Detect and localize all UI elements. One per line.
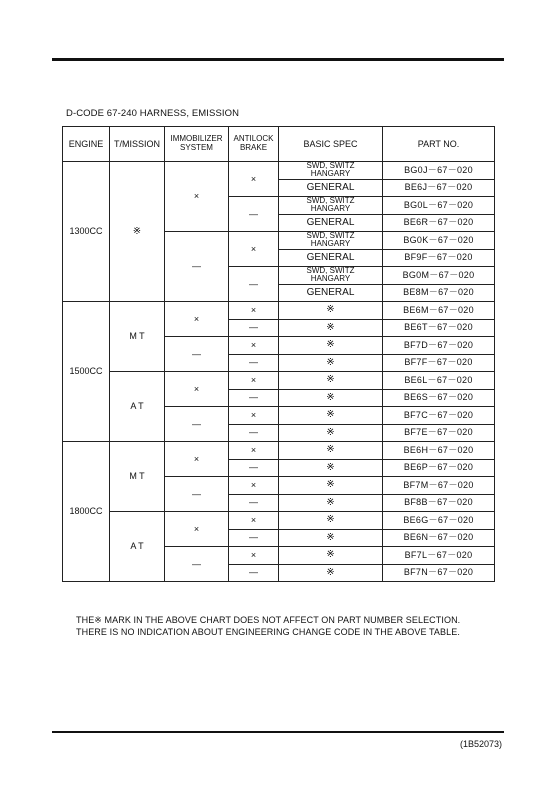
immobilizer-cell: ×: [165, 162, 229, 232]
antilock-cell: —: [229, 494, 279, 512]
basic-spec-cell: GENERAL: [279, 214, 383, 232]
basic-spec-cell: ※: [279, 477, 383, 495]
part-number-cell: BE6S－67－020: [383, 389, 495, 407]
table-row: [63, 372, 495, 390]
basic-spec-cell: GENERAL: [279, 249, 383, 267]
basic-spec-cell: SWD, SWITZ HANGARY: [279, 162, 383, 180]
table-row: [63, 512, 495, 530]
basic-spec-cell: ※: [279, 407, 383, 425]
part-number-cell: BF7F－67－020: [383, 354, 495, 372]
part-number-cell: BE6R－67－020: [383, 214, 495, 232]
part-number-cell: BF7L－67－020: [383, 547, 495, 565]
transmission-cell: M T: [110, 442, 165, 512]
antilock-cell: —: [229, 267, 279, 302]
part-number-cell: BE6M－67－020: [383, 302, 495, 320]
antilock-cell: ×: [229, 232, 279, 267]
part-number-cell: BE6T－67－020: [383, 319, 495, 337]
header-basic-spec: BASIC SPEC: [279, 127, 383, 162]
antilock-cell: —: [229, 197, 279, 232]
header-transmission: T/MISSION: [110, 127, 165, 162]
transmission-cell: M T: [110, 302, 165, 372]
part-number-cell: BG0K－67－020: [383, 232, 495, 250]
basic-spec-cell: ※: [279, 529, 383, 547]
part-number-cell: BF8B－67－020: [383, 494, 495, 512]
basic-spec-cell: SWD, SWITZ HANGARY: [279, 267, 383, 285]
part-number-cell: BG0L－67－020: [383, 197, 495, 215]
part-number-cell: BG0M－67－020: [383, 267, 495, 285]
part-number-cell: BE6L－67－020: [383, 372, 495, 390]
antilock-cell: —: [229, 389, 279, 407]
basic-spec-cell: SWD, SWITZ HANGARY: [279, 197, 383, 215]
basic-spec-cell: ※: [279, 547, 383, 565]
part-number-cell: BE8M－67－020: [383, 284, 495, 302]
antilock-cell: ×: [229, 302, 279, 320]
antilock-cell: ×: [229, 547, 279, 565]
part-number-cell: BF7C－67－020: [383, 407, 495, 425]
immobilizer-cell: ×: [165, 372, 229, 407]
basic-spec-cell: SWD, SWITZ HANGARY: [279, 232, 383, 250]
part-number-cell: BE6N－67－020: [383, 529, 495, 547]
basic-spec-cell: ※: [279, 354, 383, 372]
basic-spec-cell: ※: [279, 494, 383, 512]
antilock-cell: —: [229, 354, 279, 372]
basic-spec-cell: ※: [279, 337, 383, 355]
immobilizer-cell: —: [165, 547, 229, 582]
part-number-cell: BG0J－67－020: [383, 162, 495, 180]
table-row: [63, 302, 495, 320]
part-number-cell: BF9F－67－020: [383, 249, 495, 267]
transmission-cell: A T: [110, 512, 165, 582]
part-number-cell: BE6G－67－020: [383, 512, 495, 530]
basic-spec-cell: ※: [279, 389, 383, 407]
immobilizer-cell: —: [165, 407, 229, 442]
antilock-cell: ×: [229, 372, 279, 390]
antilock-cell: ×: [229, 407, 279, 425]
antilock-cell: —: [229, 459, 279, 477]
basic-spec-cell: ※: [279, 512, 383, 530]
header-row: [63, 127, 495, 162]
footnote-line: THE※ MARK IN THE ABOVE CHART DOES NOT AFFECT ON PART NUMBER SELECTION.: [76, 615, 461, 625]
immobilizer-cell: ×: [165, 442, 229, 477]
table-row: [63, 442, 495, 460]
footnote: [76, 614, 460, 638]
basic-spec-cell: ※: [279, 372, 383, 390]
part-number-cell: BF7N－67－020: [383, 564, 495, 582]
antilock-cell: —: [229, 564, 279, 582]
figure-code: (1B52073): [459, 739, 502, 749]
antilock-cell: ×: [229, 512, 279, 530]
basic-spec-cell: ※: [279, 424, 383, 442]
header-part-no: PART NO.: [383, 127, 495, 162]
antilock-cell: ×: [229, 477, 279, 495]
basic-spec-cell: ※: [279, 302, 383, 320]
top-rule: [52, 58, 504, 61]
basic-spec-cell: ※: [279, 319, 383, 337]
table-title: D-CODE 67-240 HARNESS, EMISSION: [66, 108, 240, 119]
part-number-cell: BF7M－67－020: [383, 477, 495, 495]
bottom-rule: [52, 731, 504, 733]
footnote-line: THERE IS NO INDICATION ABOUT ENGINEERING CHANGE CODE IN THE ABOVE TABLE.: [76, 627, 460, 637]
part-number-cell: BE6P－67－020: [383, 459, 495, 477]
antilock-cell: ×: [229, 162, 279, 197]
antilock-cell: —: [229, 529, 279, 547]
immobilizer-cell: —: [165, 337, 229, 372]
table-row: [63, 162, 495, 180]
antilock-cell: —: [229, 319, 279, 337]
antilock-cell: —: [229, 424, 279, 442]
engine-cell: 1300CC: [63, 162, 110, 302]
transmission-cell: A T: [110, 372, 165, 442]
basic-spec-cell: ※: [279, 459, 383, 477]
basic-spec-cell: ※: [279, 564, 383, 582]
basic-spec-cell: GENERAL: [279, 179, 383, 197]
antilock-cell: ×: [229, 337, 279, 355]
header-immobilizer: IMMOBILIZER SYSTEM: [165, 127, 229, 162]
immobilizer-cell: —: [165, 477, 229, 512]
part-number-cell: BF7D－67－020: [383, 337, 495, 355]
part-number-cell: BF7E－67－020: [383, 424, 495, 442]
basic-spec-cell: ※: [279, 442, 383, 460]
header-antilock: ANTILOCK BRAKE: [229, 127, 279, 162]
antilock-cell: ×: [229, 442, 279, 460]
header-engine: ENGINE: [63, 127, 110, 162]
immobilizer-cell: —: [165, 232, 229, 302]
immobilizer-cell: ×: [165, 302, 229, 337]
engine-cell: 1800CC: [63, 442, 110, 582]
basic-spec-cell: GENERAL: [279, 284, 383, 302]
harness-table: [62, 126, 495, 582]
transmission-cell: ※: [110, 162, 165, 302]
part-number-cell: BE6J－67－020: [383, 179, 495, 197]
engine-cell: 1500CC: [63, 302, 110, 442]
immobilizer-cell: ×: [165, 512, 229, 547]
part-number-cell: BE6H－67－020: [383, 442, 495, 460]
